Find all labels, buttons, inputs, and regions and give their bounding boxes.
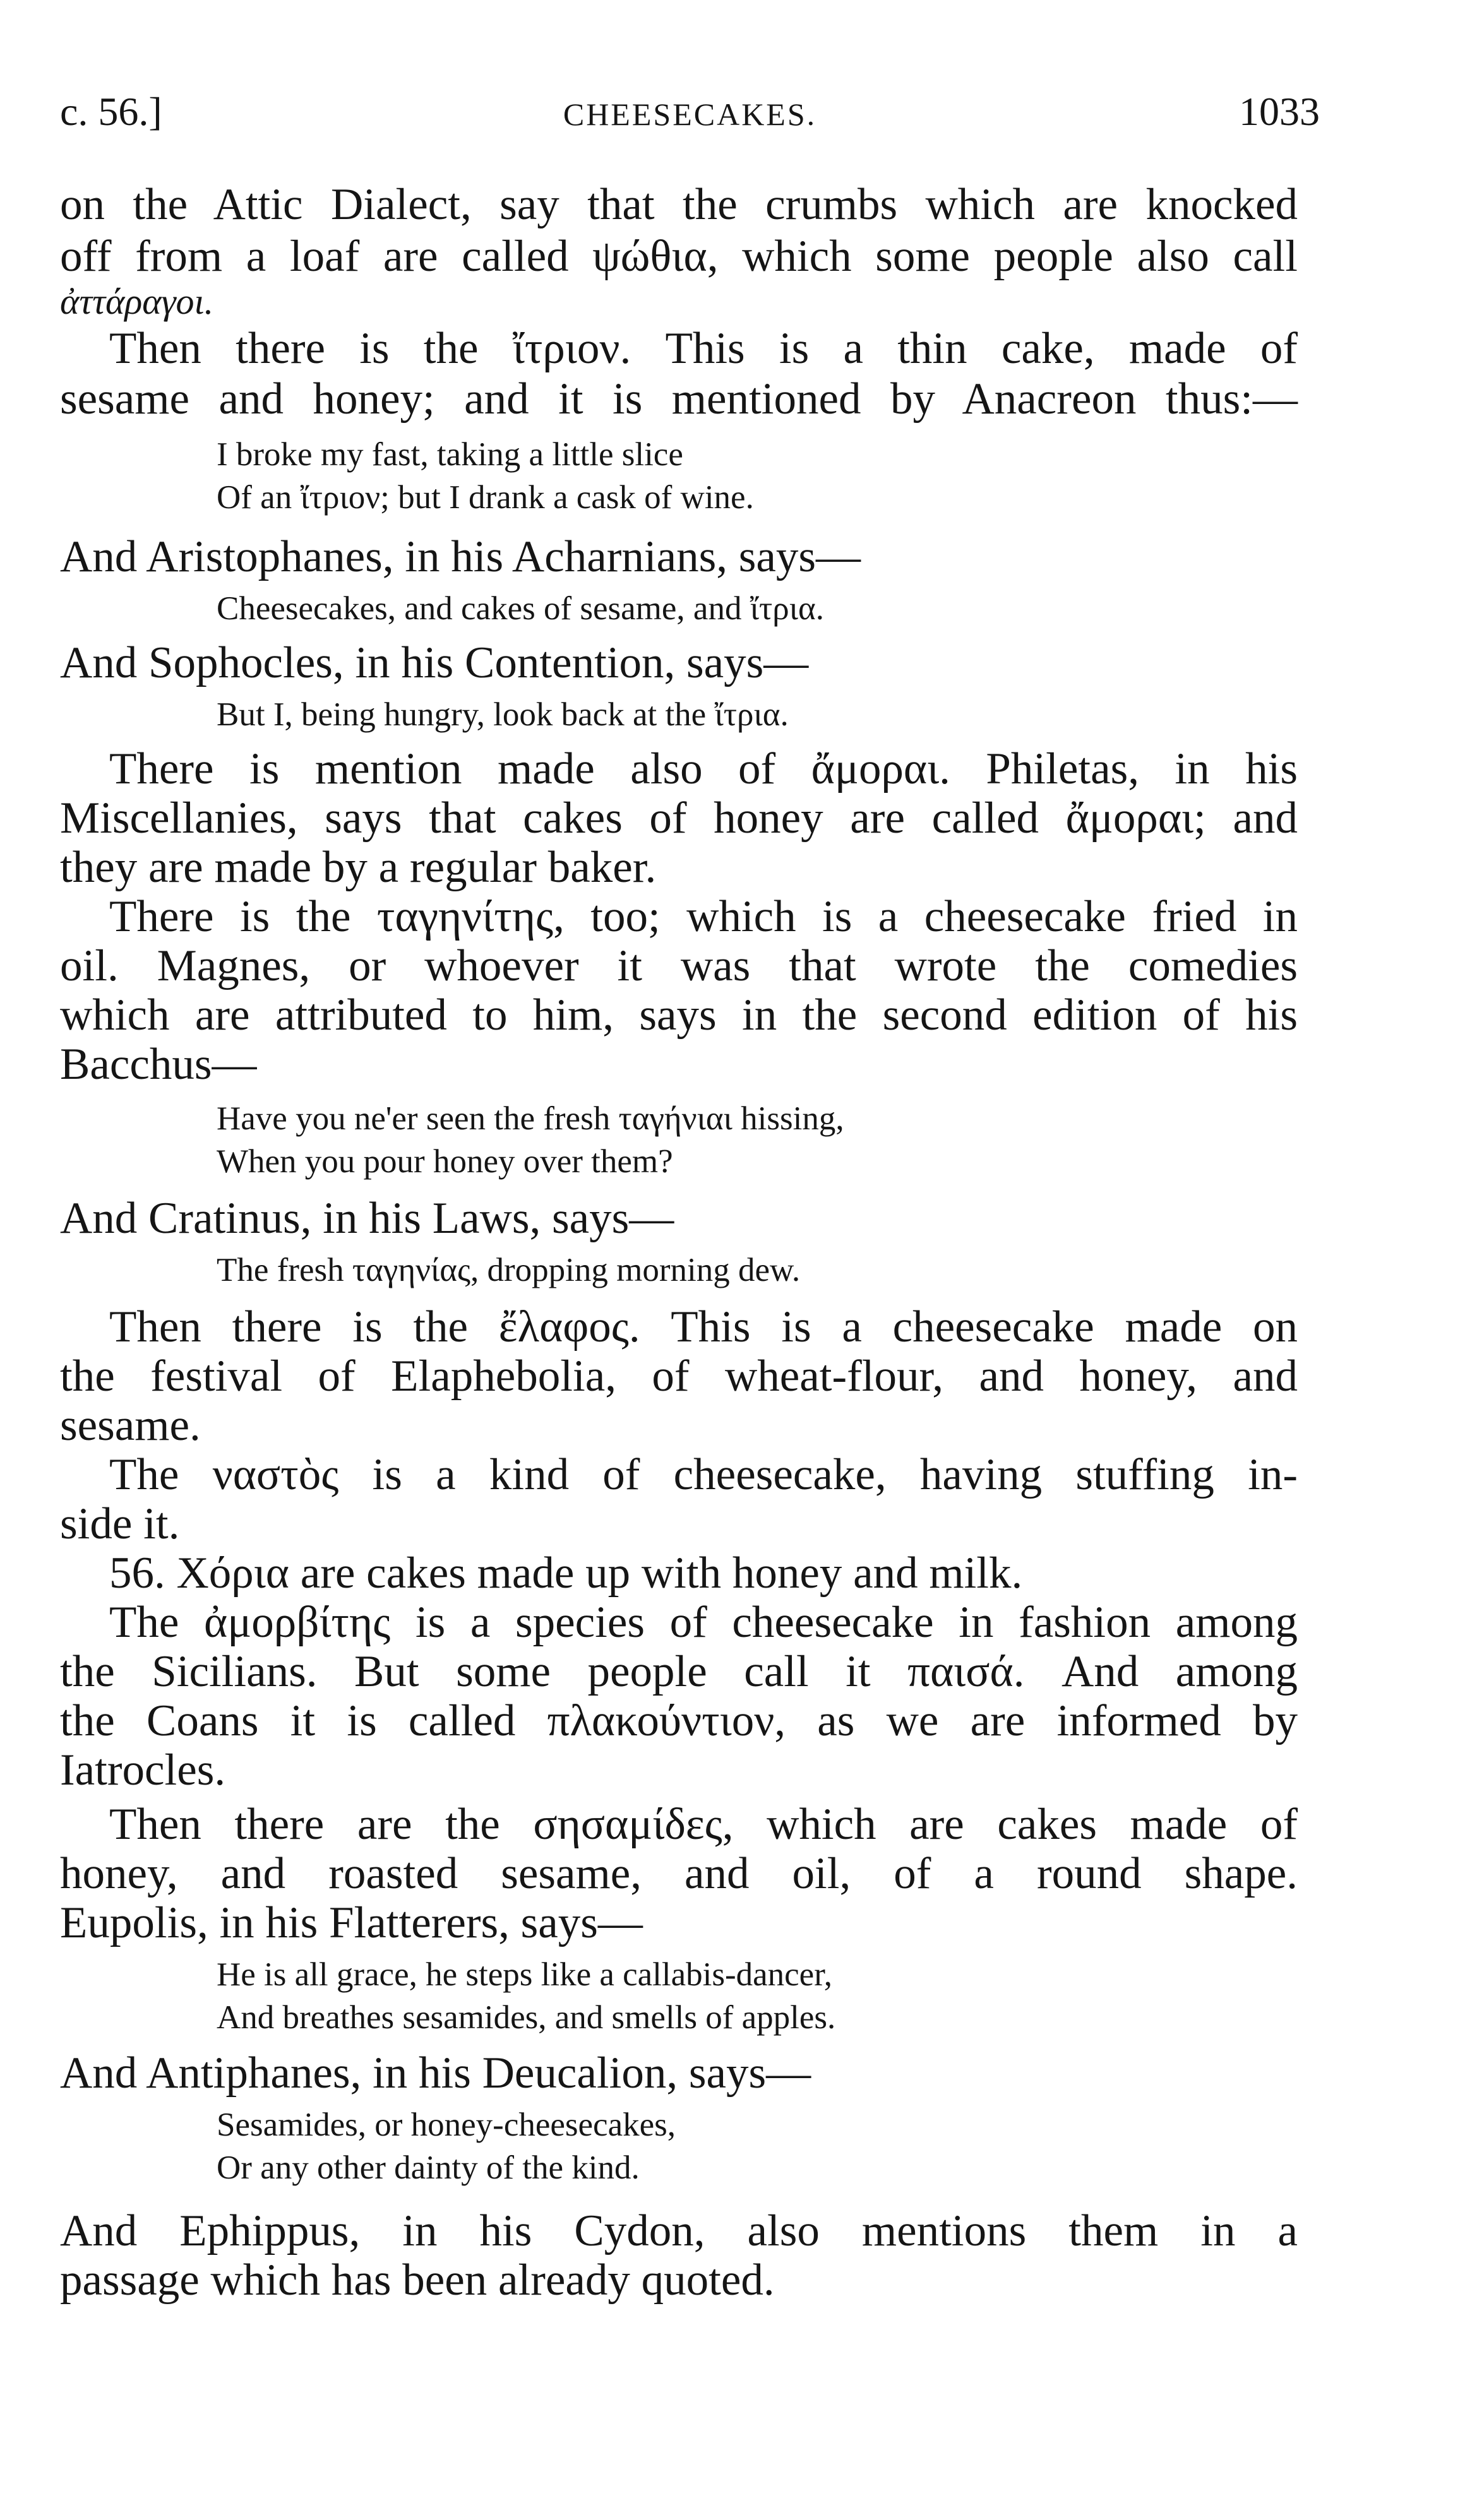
quote-line: The fresh ταγηνίας, dropping morning dew. [217,1252,801,1288]
quote-line: He is all grace, he steps like a callabis-dancer, [217,1956,832,1993]
text-line: passage which has been already quoted. [60,2256,775,2305]
text-line: the Coans it is called πλακούντιον, as we are informed by [60,1696,1298,1745]
text-line: side it. [60,1499,180,1548]
text-line: Then there are the σησαμίδες, which are cakes made of [109,1800,1298,1849]
quote-line: When you pour honey over them? [217,1143,673,1180]
text-line: And Ephippus, in his Cydon, also mentions them in a [60,2206,1298,2256]
text-line: There is the ταγηνίτης, too; which is a cheesecake fried in [109,892,1298,941]
running-title: CHEESECAKES. [563,97,817,132]
text-line: ἀττάραγοι. [60,281,214,322]
quote-line: Cheesecakes, and cakes of sesame, and ἴτρια. [217,590,824,627]
running-header [60,88,1320,158]
text-line: Then there is the ἔλαφος. This is a cheesecake made on [109,1302,1298,1352]
text-line: Eupolis, in his Flatterers, says— [60,1898,643,1947]
text-line: honey, and roasted sesame, and oil, of a round shape. [60,1849,1298,1898]
section-number-line: 56. Χόρια are cakes made up with honey and milk. [109,1548,1023,1598]
text-line: The ἀμορβίτης is a species of cheesecake in fashion among [109,1598,1298,1647]
quote-line: And breathes sesamides, and smells of apples. [217,1999,836,2036]
text-line: Bacchus— [60,1040,257,1089]
text-line: off from a loaf are called ψώθια, which some people also call [60,232,1298,281]
quote-line: I broke my fast, taking a little slice [217,436,683,473]
text-line: Then there is the ἴτριον. This is a thin cake, made of [109,324,1298,373]
quote-line: But I, being hungry, look back at the ἴτρια. [217,696,789,733]
quote-line: Or any other dainty of the kind. [217,2149,640,2186]
text-line: And Antiphanes, in his Deucalion, says— [60,2048,811,2098]
text-line: on the Attic Dialect, say that the crumbs which are knocked [60,180,1298,229]
text-line: Miscellanies, says that cakes of honey are called ἄμοραι; and [60,793,1298,843]
text-line: And Sophocles, in his Contention, says— [60,638,809,687]
text-line: And Cratinus, in his Laws, says— [60,1194,674,1243]
text-line: The ναστὸς is a kind of cheesecake, having stuffing in- [109,1450,1298,1499]
text-line: which are attributed to him, says in the second edition of his [60,990,1298,1040]
section-reference: c. 56.] [60,89,162,134]
text-line: sesame. [60,1401,201,1450]
text-line: they are made by a regular baker. [60,843,657,892]
quote-line: Sesamides, or honey-cheesecakes, [217,2107,676,2143]
text-line: the festival of Elaphebolia, of wheat-flour, and honey, and [60,1352,1298,1401]
page-number: 1033 [1239,89,1320,134]
text-line: sesame and honey; and it is mentioned by Anacreon thus:— [60,374,1298,424]
text-line: And Aristophanes, in his Acharnians, says— [60,532,861,581]
text-line: Iatrocles. [60,1745,226,1795]
text-line: There is mention made also of ἄμοραι. Philetas, in his [109,744,1298,793]
text-line: oil. Magnes, or whoever it was that wrote the comedies [60,941,1298,990]
quote-line: Have you ne'er seen the fresh ταγήνιαι hissing, [217,1100,844,1137]
quote-line: Of an ἴτριον; but I drank a cask of wine. [217,479,754,516]
text-line: the Sicilians. But some people call it παισά. And among [60,1647,1298,1696]
